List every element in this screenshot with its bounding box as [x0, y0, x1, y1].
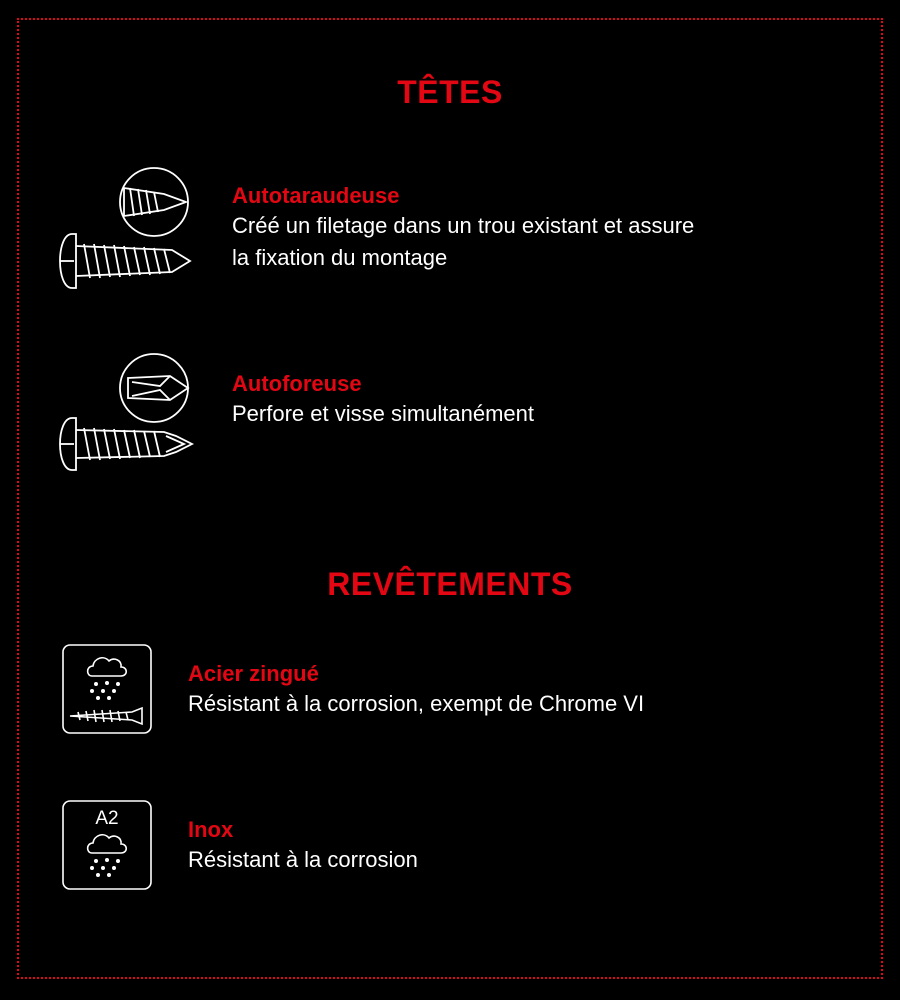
self-tapping-screw-icon: [52, 166, 197, 292]
item-title: Autotaraudeuse: [232, 183, 400, 208]
section-title-heads: TÊTES: [397, 74, 503, 110]
item-title: Acier zingué: [188, 661, 319, 686]
head-item-self-drilling: [232, 370, 534, 430]
cloud-icon: [88, 658, 127, 676]
badge-label: A2: [95, 808, 119, 829]
coating-item-zinc: [188, 660, 644, 720]
item-desc-line: Résistant à la corrosion: [188, 847, 418, 872]
item-desc-line: Créé un filetage dans un trou existant et assure: [232, 213, 695, 238]
rain-icon: [90, 858, 120, 877]
coating-item-inox: [188, 816, 418, 876]
cloud-icon: [88, 835, 127, 853]
item-desc-line: Résistant à la corrosion, exempt de Chrome VI: [188, 691, 645, 716]
zinc-coated-steel-icon: [62, 644, 152, 734]
item-desc-line: Perfore et visse simultanément: [232, 401, 535, 426]
self-drilling-screw-icon: [52, 352, 197, 478]
stainless-steel-icon: [62, 800, 152, 890]
rain-icon: [90, 681, 120, 700]
section-title-coatings: REVÊTEMENTS: [327, 566, 573, 602]
item-title: Inox: [188, 817, 234, 842]
head-item-self-tapping: [232, 182, 694, 274]
item-title: Autoforeuse: [232, 371, 362, 396]
item-desc-line: la fixation du montage: [232, 245, 448, 270]
